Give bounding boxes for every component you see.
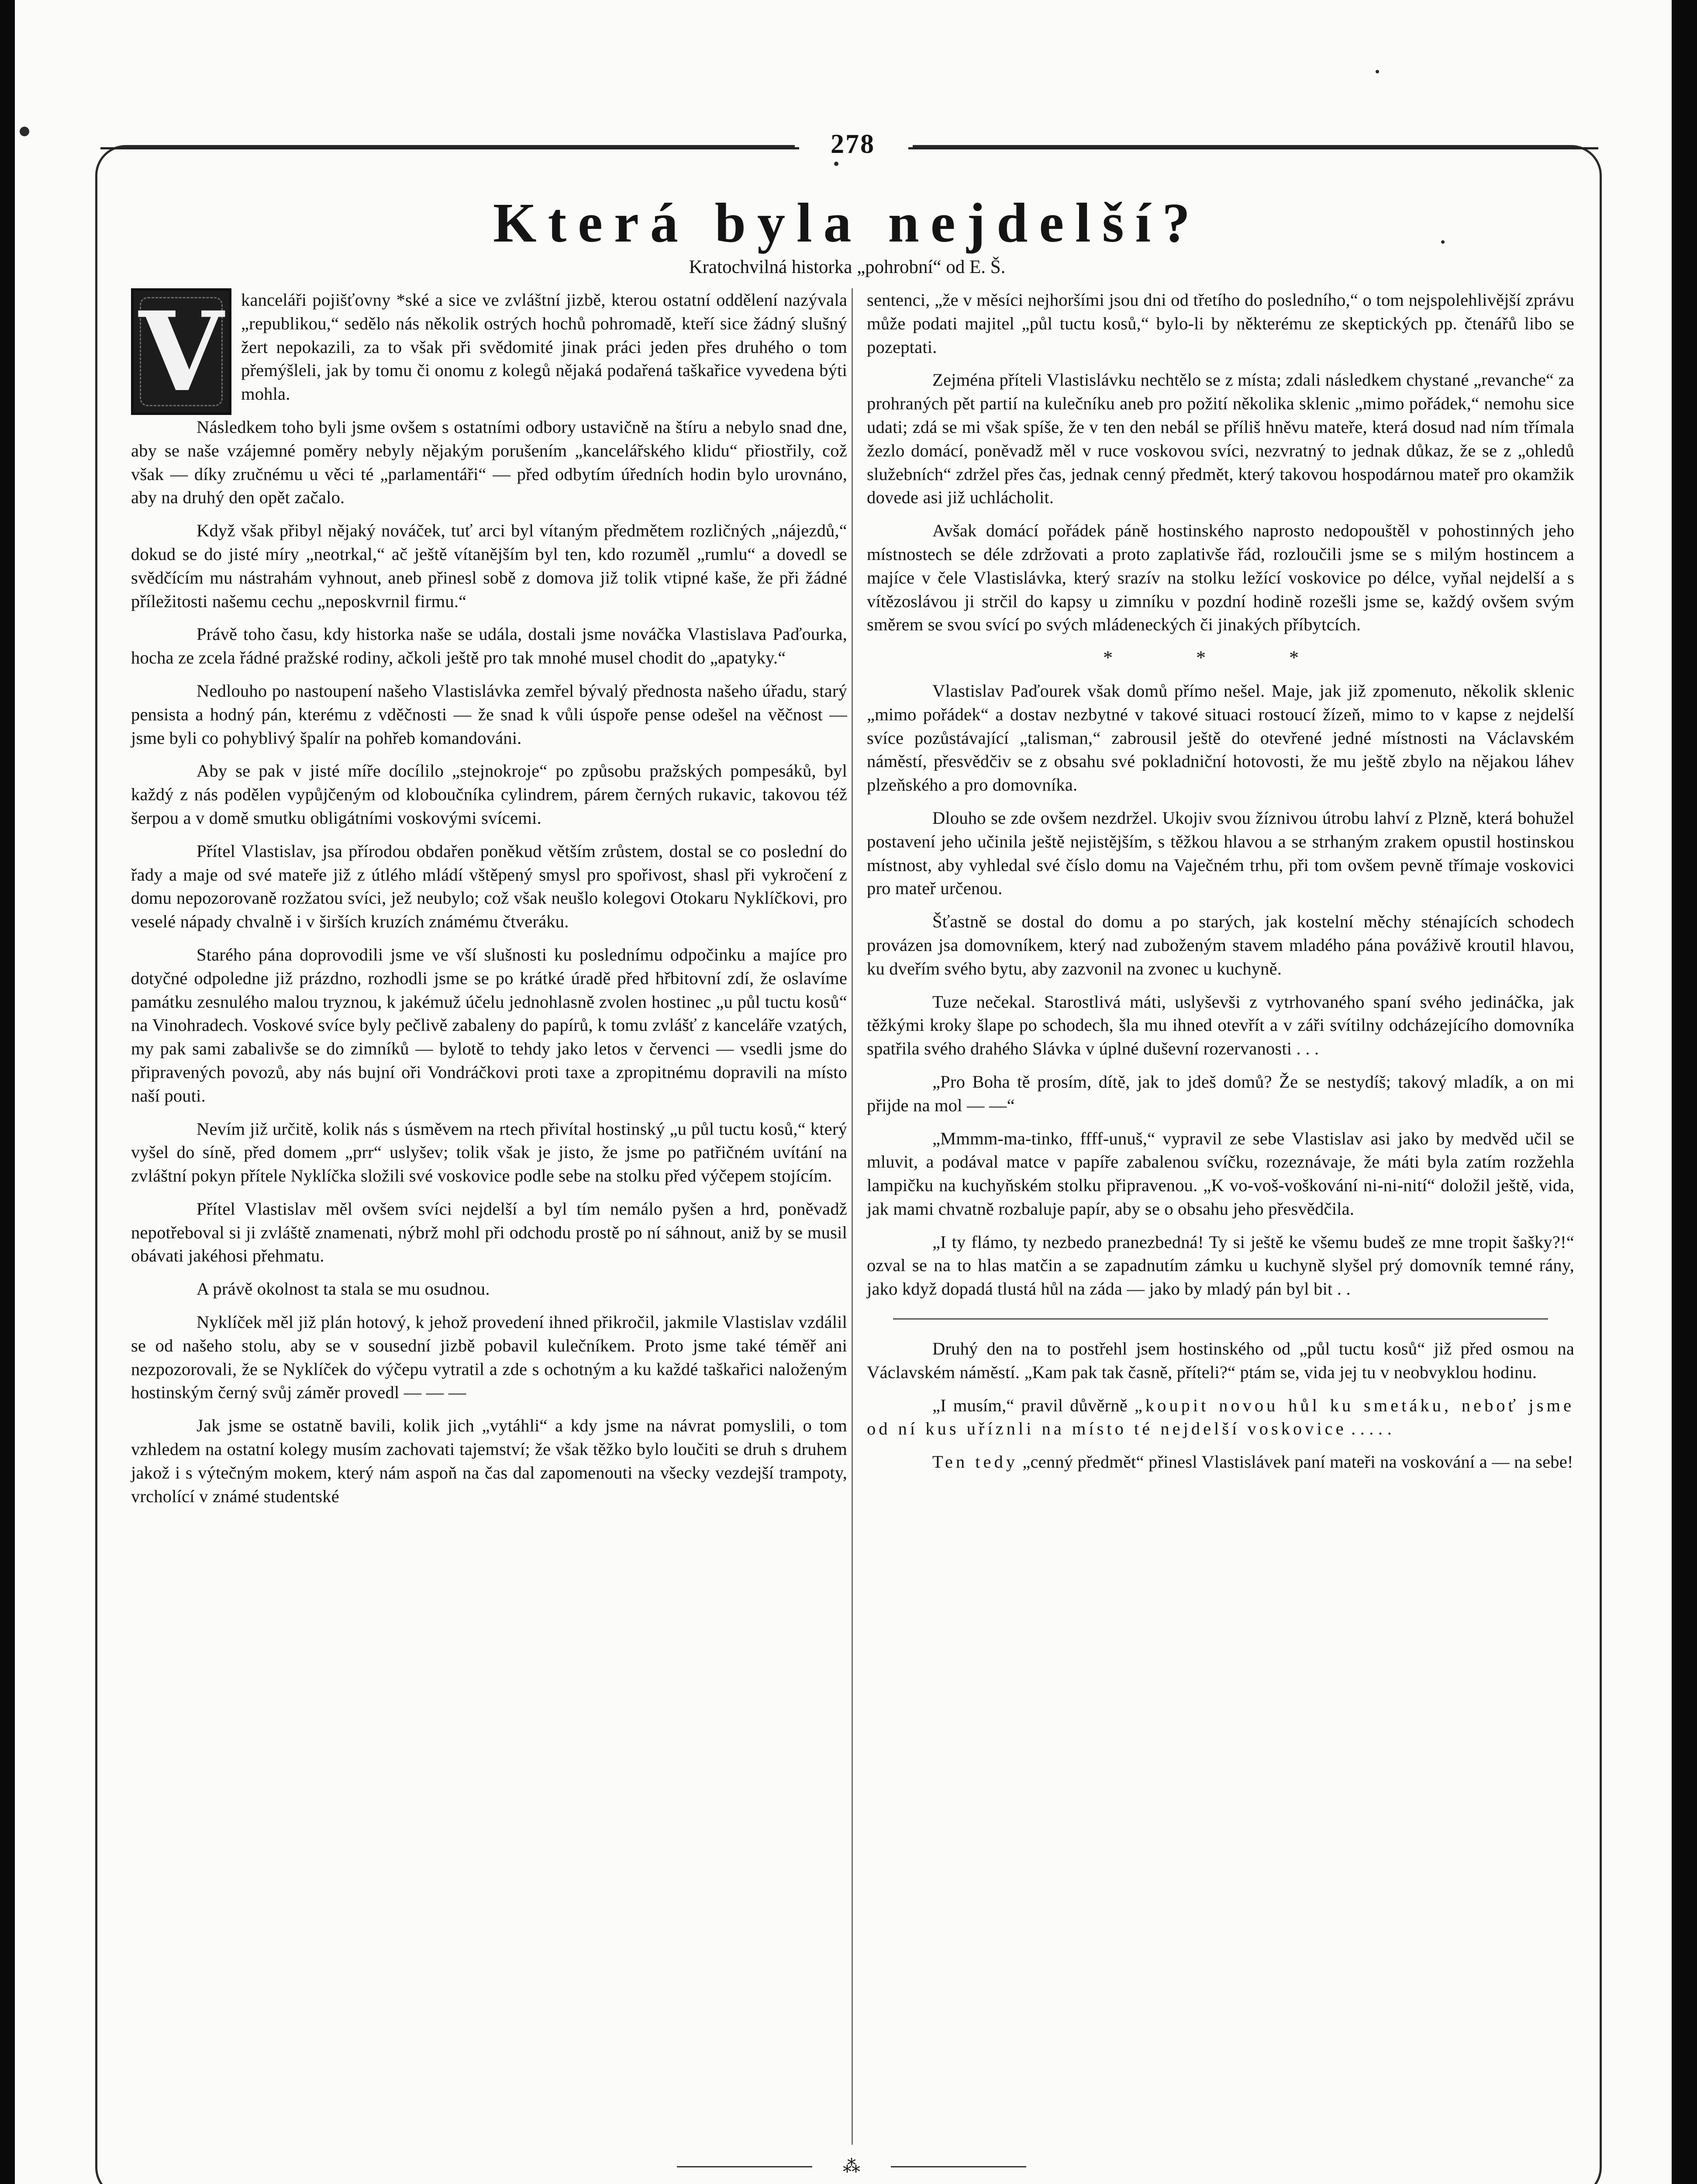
paragraph: „Mmmm-ma-tinko, ffff-unuš,“ vypravil ze sebe Vlastislav asi jako by medvěd učil se mluvit, a podával matce v papíře zabalenou svíčku, rozeznávaje, že máti byla zatím rozžehla lampičku na kuchyňském stolku připravenou. „K vo-voš-voškování ni-ni-nití“ doložil ještě, vida, jak mami chvatně rozbaluje papír, aby se o obsahu jeho přesvědčila.: [867, 1128, 1574, 1219]
column-divider: [852, 288, 853, 2145]
ornament-line-right: [891, 2166, 1026, 2167]
paragraph: Nedlouho po nastoupení našeho Vlastislávka zemřel bývalý přednosta našeho úřadu, starý pensista a hodný pán, kterému z vděčnosti — že snad k vůli úspoře pense odešel na věčnost — jsme byli co pohyblivý špalír na pohřeb komandováni.: [131, 681, 847, 748]
right-column: [867, 288, 1574, 1483]
left-column: [131, 288, 847, 1517]
scan-edge-right: [1672, 0, 1697, 2184]
paragraph: sentenci, „že v měsíci nejhoršími jsou dni od třetího do posledního,“ o tom nejspolehlivější zprávu může podati majitel „půl tuctu kosů,“ bylo-li by některému ze skeptických pp. čtenářů libo se pozeptati.: [867, 290, 1574, 357]
paragraph: Přítel Vlastislav, jsa přírodou obdařen poněkud větším zrůstem, dostal se co poslední do řady a maje od své mateře již z útlého mládí vštěpený smysl pro spořivost, shasl při vykročení z domu nepozorovaně rozžatou svíci, jež neubylo; což však neušlo kolegovi Otokaru Nyklíčkovi, pro veselé nápady chvalně i v širších kruzích známému čtveráku.: [131, 841, 847, 932]
paragraph: Když však přibyl nějaký nováček, tuť arci byl vítaným předmětem rozličných „nájezdů,“ dokud se do jisté míry „neotrkal,“ ač ještě vítanějším byl ten, kdo rozuměl „rumlu“ a dovedl se svědčícím mu nástrahám vyhnout, aneb přinesl sobě z domova již tolik vtipné kaše, že při žádné příležitosti našemu cechu „neposkvrnil firmu.“: [131, 521, 847, 611]
scan-speck: [20, 127, 29, 136]
paragraph: Jak jsme se ostatně bavili, kolik jich „vytáhli“ a kdy jsme na návrat pomyslili, o tom vzhledem na ostatní kolegy musím zachovati tajemství; že však těžko bylo loučiti se druh s druhem jakož i s výtečným mokem, který nám aspoň na čas dal zapomenouti na všecky vezdejší trampoty, vrcholící v známé studentské: [131, 1416, 847, 1506]
paragraph: Tuze nečekal. Starostlivá máti, uslyševši z vytrhovaného spaní svého jedináčka, jak těžkými kroky šlape po schodech, šla mu ihned otevřít a v záři svítilny odcházejícího domovníka spatřila svého drahého Slávka v úplné duševní rozervanosti . . .: [867, 992, 1574, 1059]
paragraph: Následkem toho byli jsme ovšem s ostatními odbory ustavičně na štíru a nebylo snad dne, aby se naše vzájemné poměry nebyly nějakým porušením „kancelářského klidu“ přiostřily, což však — díky zručnému u věci té „parlamentáři“ — před odbytím úředních hodin bylo urovnáno, aby na druhý den opět začalo.: [131, 417, 847, 508]
paragraph: Právě toho času, kdy historka naše se udála, dostali jsme nováčka Vlastislava Paďourka, hocha ze zcela řádné pražské rodiny, ačkoli ještě pro tak mnohé musel chodit do „apatyky.“: [131, 624, 847, 668]
paragraph: Nyklíček měl již plán hotový, k jehož provedení ihned přikročil, jakmile Vlastislav vzdálil se od našeho stolu, aby se v sousední jizbě pobavil kulečníkem. Proto jsme také téměř ani nezpozorovali, že se Nyklíček do výčepu vytratil a zde s ochotným a ku každé taškařici naloženým hostinským černý svůj záměr provedl — — —: [131, 1312, 847, 1403]
ornament-line-left: [677, 2166, 812, 2167]
paragraph: „Pro Boha tě prosím, dítě, jak to jdeš domů? Že se nestydíš; takový mladík, a on mi přijde na mol — —“: [867, 1071, 1574, 1115]
paragraph: Dlouho se zde ovšem nezdržel. Ukojiv svou žíznivou útrobu lahví z Plzně, která bohužel postavení jeho učinila ještě nejistějším, s těžkou hlavou a se strhaným zrakem opustil hostinskou místnost, aby vyhledal své číslo domu na Vaječném trhu, při tom ovšem pevně třímaje voskovici pro mateř určenou.: [867, 808, 1574, 898]
section-rule: [893, 1318, 1548, 1320]
paragraph: Přítel Vlastislav měl ovšem svíci nejdelší a byl tím nemálo pyšen a hrd, poněvadž nepotřeboval si ji zvláště znamenati, nýbrž mohl při odchodu prostě po ní sáhnout, aniž by se musil obávati jakéhosi přehmatu.: [131, 1199, 847, 1266]
scan-speck: [834, 162, 838, 166]
scan-edge-left: [0, 0, 15, 2184]
paragraph-text: kanceláři pojišťovny *ské a sice ve zvláštní jizbě, kterou ostatní oddělení nazývala „republikou,“ sedělo nás několik ostrých hochů pohromadě, kteří sice žádný slušný žert nepokazili, za to však při svědomité jinak práci jeden přes druhého o tom přemýšleli, jak by tomu či onomu z kolegů nějaká podařená taškařice vyvedena býti mohla.: [241, 290, 847, 404]
paragraph: [131, 288, 847, 415]
paragraph: A právě okolnost ta stala se mu osudnou.: [197, 1279, 490, 1299]
paragraph: Druhý den na to postřehl jsem hostinského od „půl tuctu kosů“ již před osmou na Václavském náměstí. „Kam pak tak časně, příteli?“ ptám se, vida jej tu v neobvyklou hodinu.: [867, 1339, 1574, 1382]
section-asterisks: * * *: [1103, 647, 1338, 669]
paragraph-text: „cenný předmět“ přinesl Vlastislávek paní mateři na voskování a — na sebe!: [1018, 1452, 1573, 1472]
emphasized-text: Ten tedy: [932, 1452, 1018, 1472]
paragraph: „I ty flámo, ty nezbedo pranezbedná! Ty si ještě ke všemu budeš ze mne tropit šašky?!“ ozval se na to hlas matčin a se zapadnutím zámku u kuchyně slyšel prý domovník temné rány, jako když dopadá tlustá hůl na záda — jako by mladý pán byl bit . .: [867, 1232, 1574, 1299]
emphasized-text: „koupit novou hůl ku smetáku, neboť jsme od ní kus uříznli na místo té nejdelší voskovice: [867, 1395, 1574, 1439]
header-rule-right: [908, 147, 1598, 149]
paragraph: Vlastislav Paďourek však domů přímo nešel. Maje, jak již zpomenuto, několik sklenic „mimo pořádek“ a dostav nezbytné v takové situaci rostoucí žízeň, mimo to v kapse z nejdelší svíce pozůstávající „talisman,“ zabrousil ještě do otevřené jedné místnosti na Václavském náměstí, přesvědčiv se z obsahu své pokladniční hotovosti, že mu ještě zbylo na nějakou láhev plzeňského a pro domovníka.: [867, 681, 1574, 795]
paragraph: Aby se pak v jisté míře docílilo „stejnokroje“ po způsobu pražských pompesáků, byl každý z nás podělen vypůjčeným od kloboučníka cylindrem, párem černých rukavic, takovou též šerpou a v domě smutku obligátními voskovými svícemi.: [131, 761, 847, 828]
scan-speck: [1376, 70, 1379, 73]
article-subtitle: Kratochvilná historka „pohrobní“ od E. Š.: [689, 257, 1006, 277]
paragraph: Zejména příteli Vlastislávku nechtělo se z místa; zdali následkem chystané „revanche“ za prohraných pět partií na kulečníku aneb pro požití několika sklenic „mimo pořádek,“ nemohu sice udati; zdá se mi však spíše, že v ten den nebál se příliš hněvu mateře, která dosud nad ním třímala žezlo domácí, poněvadž měl v ruce voskovou svíci, nezvratný to jednak důkaz, že se z „ohledů služebních“ zdržel přes čas, jednak cenný předmět, který takovou hospodárnou mateř pro okamžik dovede asi již uchlácholit.: [867, 370, 1574, 508]
paragraph: Nevím již určitě, kolik nás s úsměvem na rtech přivítal hostinský „u půl tuctu kosů,“ který vyšel do síně, před domem „prr“ uslyšev; tolik však je jisto, že jsme po patřičném uvítání na zvláštní pokyn přítele Nyklíčka složili své voskovice podle sebe na stolku před výčepem stojícím.: [131, 1119, 847, 1186]
decorative-initial: [131, 288, 231, 415]
page-number: 278: [831, 129, 875, 159]
paragraph: Šťastně se dostal do domu a po starých, jak kostelní měchy sténajících schodech provázen jsa domovníkem, který nad zuboženým stavem mladého pána pováživě kroutil hlavou, ku dveřím svého bytu, aby zazvonil na zvonec u kuchyně.: [867, 912, 1574, 978]
dialogue-text: „I musím,“ pravil důvěrně: [932, 1395, 1135, 1415]
scan-speck: [1441, 240, 1445, 244]
paragraph: Starého pána doprovodili jsme ve vší slušnosti ku poslednímu odpočinku a majíce pro dotyčné odpoledne již prázdno, rozhodli jsme se po krátké úradě před hřbitovní zdí, že oslavíme památku zesnulého malou tryznou, k jakémuž účelu jednohlasně zvolen hostinec „u půl tuctu kosů“ na Vinohradech. Voskové svíce byly pečlivě zabaleny do papírů, k tomu zvlášť z kanceláře vzatých, my pak sami zabalivše se do zimníků — bylotě to tehdy jako letos v červenci — vsedli jsme do připravených povozů, aby nás bujní oři Vondráčkovi proti taxe a zpropitnému dopravili na místo naší pouti.: [131, 944, 847, 1106]
article-title: Která byla nejdelší?: [493, 192, 1202, 254]
paragraph: [867, 1450, 1574, 1474]
ellipsis: . . . . .: [1346, 1419, 1392, 1439]
bottom-ornament: [677, 2158, 1026, 2175]
ornament-knot: ⁂: [843, 2156, 860, 2176]
header-rule-left: [100, 147, 799, 149]
initial-letter: V: [138, 288, 224, 415]
paragraph: Avšak domácí pořádek páně hostinského naprosto nedopouštěl v pohostinných jeho místnostech se déle zdržovati a proto zaplativše řád, rozloučili jsme se s milým hostincem a majíce v čele Vlastislávka, který srazív na stolku ležící voskovice po délce, vyňal nejdelší a s vítězoslávou ji strčil do kapsy u zimníku v pozdní hodině rozešli jsme se, každý ovšem svým směrem se svou svící po svých mládeneckých či jinakých příbytcích.: [867, 521, 1574, 635]
paragraph: [867, 1394, 1574, 1441]
